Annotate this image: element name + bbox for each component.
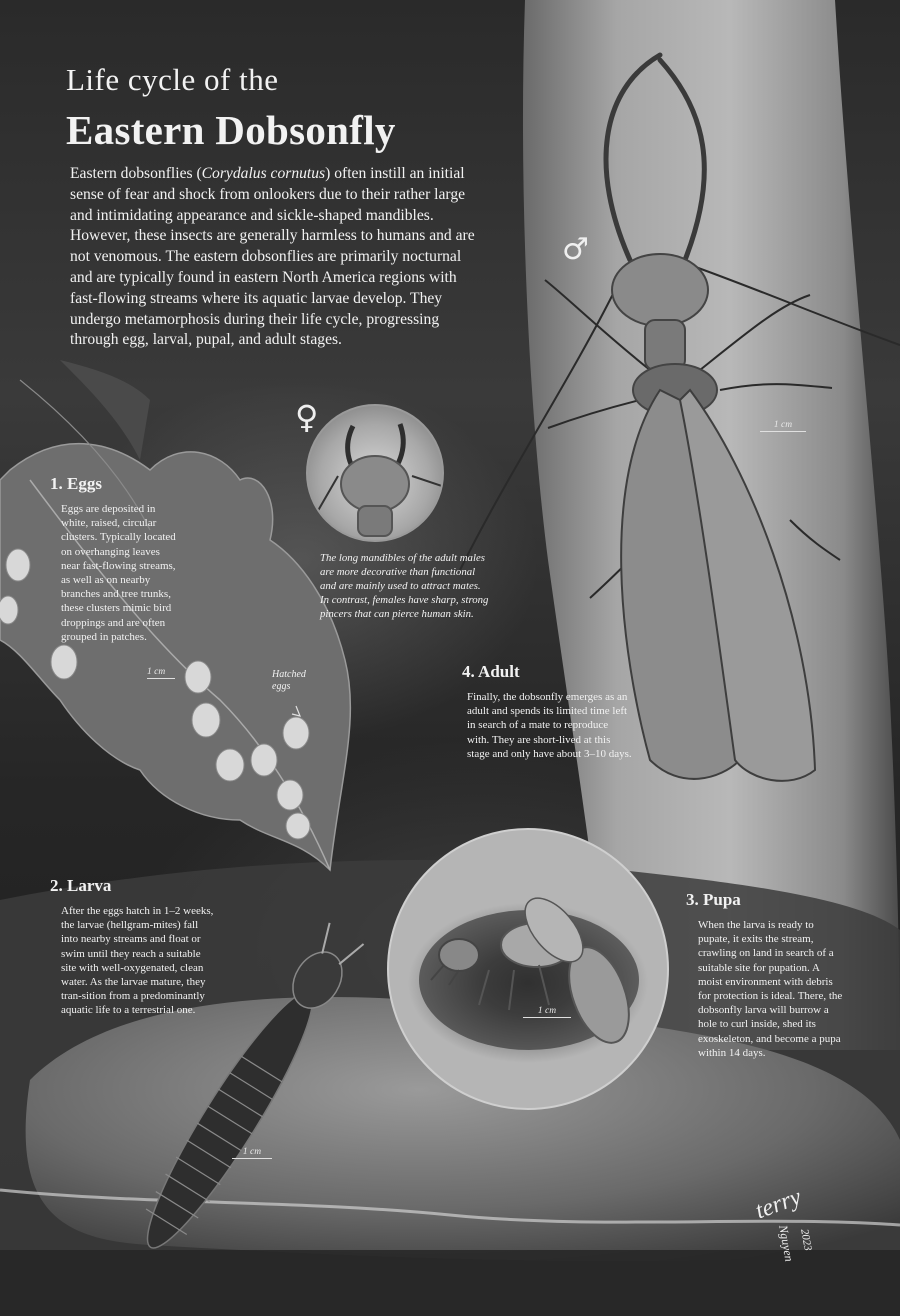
eggs-body: Eggs are deposited in white, raised, circular clusters. Typically located on overhanging leaves near fast-flowing streams, as well as on nearby branches and tree trunks, these clusters mimic bird droppings and are often grouped in patches. <box>61 503 176 643</box>
title-line-2: Eastern Dobsonfly <box>66 107 396 153</box>
pupa-section <box>686 890 846 1060</box>
scale-label-pupa: 1 cm <box>537 1006 557 1016</box>
scale-line-larva <box>232 1158 272 1159</box>
female-caption: The long mandibles of the adult males are more decorative than functional and are mainly used to attract mates. In contrast, females have sharp, strong pincers that can pierce human skin. <box>320 552 489 620</box>
pupa-body: When the larva is ready to pupate, it exits the stream, crawling on land in search of a suitable site for pupation. A moist environment with debris for protection is ideal. There, the dobsonfly larva will burrow a hole to curl inside, shed its exoskeleton, and become a pupa within 14 days. <box>698 919 843 1059</box>
species-name: Corydalus cornutus <box>201 165 326 182</box>
male-symbol: ♂ <box>562 232 589 267</box>
adult-body: Finally, the dobsonfly emerges as an adult and spends its limited time left in search of a mate to reproduce with. They are short-lived at this stage and only have about 3–10 days. <box>467 691 632 760</box>
scale-bar-adult <box>760 420 806 432</box>
pupa-heading: 3. Pupa <box>686 890 741 909</box>
scale-label-larva: 1 cm <box>242 1147 262 1157</box>
female-head-inset <box>306 404 444 542</box>
scale-line-pupa <box>523 1017 571 1018</box>
intro-text-after: ) often instill an initial sense of fear and shock from onlookers due to their rather large and intimidating appearance and sickle-shaped mandibles. However, these insects are generally harmless to humans and are not venomous. The eastern dobsonflies are primarily nocturnal and are typically found in eastern North America regions with fast-flowing streams where its aquatic larvae develop. They undergo metamorphosis during their life cycle, progressing through egg, larval, pupal, and adult stages. <box>70 165 475 349</box>
eggs-section <box>50 474 180 644</box>
intro-text-before: Eastern dobsonflies ( <box>70 165 202 182</box>
female-head-illustration <box>308 406 442 540</box>
signature-name-2: Nguyen <box>776 1224 797 1263</box>
title-line-1: Life cycle of the <box>66 62 279 97</box>
hatched-eggs-label: Hatched eggs <box>272 669 306 692</box>
signature-name-1: terry <box>752 1184 805 1225</box>
scale-bar-eggs <box>147 667 175 679</box>
scale-line-eggs <box>147 678 175 679</box>
intro-paragraph <box>70 164 480 351</box>
scale-line-adult <box>760 431 806 432</box>
adult-heading: 4. Adult <box>462 662 520 681</box>
adult-section <box>462 662 632 761</box>
pupa-illustration <box>389 830 667 1108</box>
scale-label-eggs: 1 cm <box>147 667 166 677</box>
scale-label-adult: 1 cm <box>773 420 793 430</box>
artist-signature <box>752 1184 852 1280</box>
signature-year: 2023 <box>798 1228 814 1252</box>
larva-body: After the eggs hatch in 1–2 weeks, the larvae (hellgram-mites) fall into nearby streams and float or swim until they reach a suitable site with well-oxygenated, clean water. As the larvae mature, they tran-sition from a predominantly aquatic life to a terrestrial one. <box>61 905 214 1017</box>
female-symbol: ♀ <box>295 398 319 436</box>
scale-bar-larva <box>232 1147 272 1159</box>
larva-section <box>50 876 215 1018</box>
eggs-heading: 1. Eggs <box>50 474 102 493</box>
pupa-inset <box>387 828 669 1110</box>
scale-bar-pupa <box>523 1006 571 1018</box>
larva-heading: 2. Larva <box>50 876 112 895</box>
